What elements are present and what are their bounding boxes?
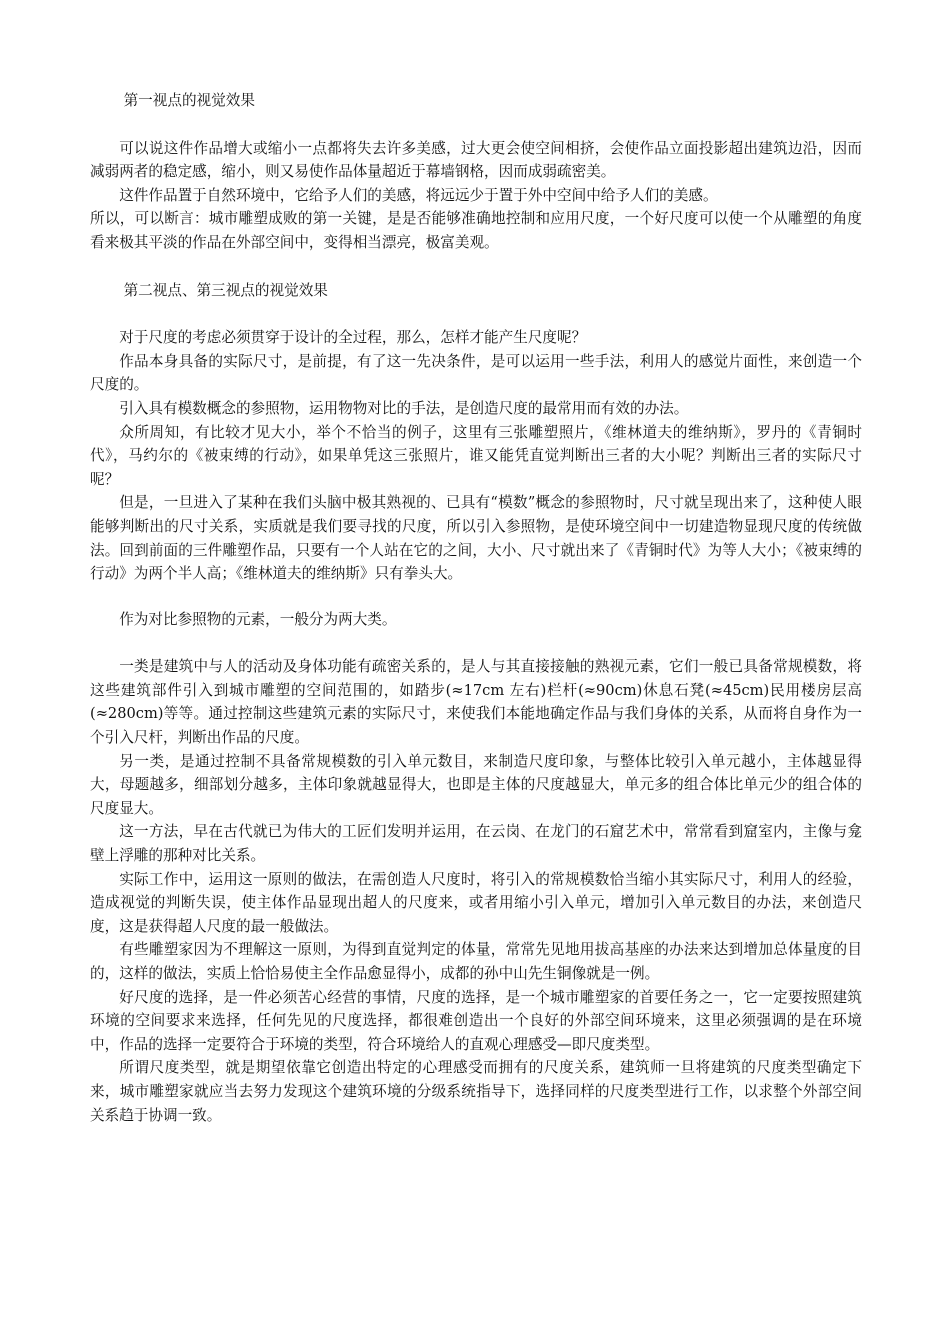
spacer [90, 631, 862, 655]
paragraph: 这一方法，早在古代就已为伟大的工匠们发明并运用，在云岗、在龙门的石窟艺术中，常常看到窟室内，主像与龛壁上浮雕的那种对比关系。 [90, 823, 862, 865]
paragraph: 众所周知，有比较才见大小，举个不恰当的例子，这里有三张雕塑照片，《维林道夫的维纳斯》，罗丹的《青铜时代》，马约尔的《被束缚的行动》，如果单凭这三张照片，谁又能凭直觉判断出三者的大小呢？判断出三者的实际尺寸呢？ [90, 423, 862, 488]
paragraph: 但是，一旦进入了某种在我们头脑中极其熟视的、已具有“模数”概念的参照物时，尺寸就呈现出来了，这种使人眼能够判断出的尺寸关系，实质就是我们要寻找的尺度，所以引入参照物，是使环境空间中一切建造物显现尺度的传统做法。回到前面的三件雕塑作品，只要有一个人站在它的之间，大小、尺寸就出来了《青铜时代》为等人大小；《被束缚的行动》为两个半人高；《维林道夫的维纳斯》只有拳头大。 [90, 494, 862, 583]
paragraph: 对于尺度的考虑必须贯穿于设计的全过程，那么，怎样才能产生尺度呢？ [119, 329, 587, 347]
spacer [90, 113, 862, 137]
paragraph: 可以说这件作品增大或缩小一点都将失去许多美感，过大更会使空间相挤，会使作品立面投影超出建筑边沿，因而减弱两者的稳定感，缩小，则又易使作品体量超近于幕墙钢格，因而成弱疏密美。 [90, 139, 862, 181]
paragraph: 实际工作中，运用这一原则的做法，在需创造人尺度时，将引入的常规模数恰当缩小其实际尺寸，利用人的经验，造成视觉的判断失误，使主体作品显现出超人的尺度来，或者用缩小引入单元，增加引入单元数目的办法，来创造尺度，这是获得超人尺度的最一般做法。 [90, 870, 862, 935]
document-page [90, 89, 862, 1127]
paragraph: 作品本身具备的实际尺寸，是前提，有了这一先决条件，是可以运用一些手法，利用人的感觉片面性，来创造一个尺度的。 [90, 352, 862, 394]
paragraph: 一类是建筑中与人的活动及身体功能有疏密关系的，是人与其直接接触的熟视元素，它们一般已具备常规模数，将这些建筑部件引入到城市雕塑的空间范围的，如踏步(≈17cm 左右)栏杆(≈90cm)休息石凳(≈45cm)民用楼房层高(≈280cm)等等。通过控制这些建筑元素的实际尺寸，来使我们本能地确定作品与我们身体的关系，从而将自身作为一个引入尺杆，判断出作品的尺度。 [90, 658, 862, 747]
spacer [90, 255, 862, 279]
paragraph: 引入具有模数概念的参照物，运用物物对比的手法，是创造尺度的最常用而有效的办法。 [119, 399, 689, 417]
paragraph: 有些雕塑家因为不理解这一原则，为得到直觉判定的体量，常常先见地用拔高基座的办法来达到增加总体量度的目的，这样的做法，实质上恰恰易使主全作品愈显得小，成都的孙中山先生铜像就是一例。 [90, 941, 862, 982]
paragraph: 另一类，是通过控制不具备常规模数的引入单元数目，来制造尺度印象，与整体比较引入单元越小，主体越显得大，母题越多，细部划分越多，主体印象就越显得大，也即是主体的尺度越显大，单元多的组合体比单元少的组合体的尺度显大。 [90, 752, 862, 817]
paragraph: 所谓尺度类型，就是期望依靠它创造出特定的心理感受而拥有的尺度关系，建筑师一旦将建筑的尺度类型确定下来，城市雕塑家就应当去努力发现这个建筑环境的分级系统指导下，选择同样的尺度类型进行工作，以求整个外部空间关系趋于协调一致。 [90, 1059, 862, 1124]
spacer [90, 586, 862, 608]
section-heading-first-viewpoint: 第一视点的视觉效果 [123, 92, 255, 109]
section-heading-second-third-viewpoint: 第二视点、第三视点的视觉效果 [123, 281, 328, 299]
paragraph: 好尺度的选择，是一件必须苦心经营的事情，尺度的选择，是一个城市雕塑家的首要任务之一，它一定要按照建筑环境的空间要求来选择，任何先见的尺度选择，都很难创造出一个良好的外部空间环境来，这里必须强调的是在环境中，作品的选择一定要符合于环境的类型，符合环境给人的直观心理感受—即尺度类型。 [90, 988, 862, 1053]
section-intro: 作为对比参照物的元素，一般分为两大类。 [119, 610, 397, 628]
paragraph: 所以，可以断言：城市雕塑成败的第一关键，是是否能够准确地控制和应用尺度，一个好尺度可以使一个从雕塑的角度看来极其平淡的作品在外部空间中，变得相当漂亮，极富美观。 [90, 210, 862, 251]
paragraph: 这件作品置于自然环境中，它给予人们的美感，将远远少于置于外中空间中给予人们的美感。 [119, 186, 718, 204]
spacer [90, 302, 862, 326]
